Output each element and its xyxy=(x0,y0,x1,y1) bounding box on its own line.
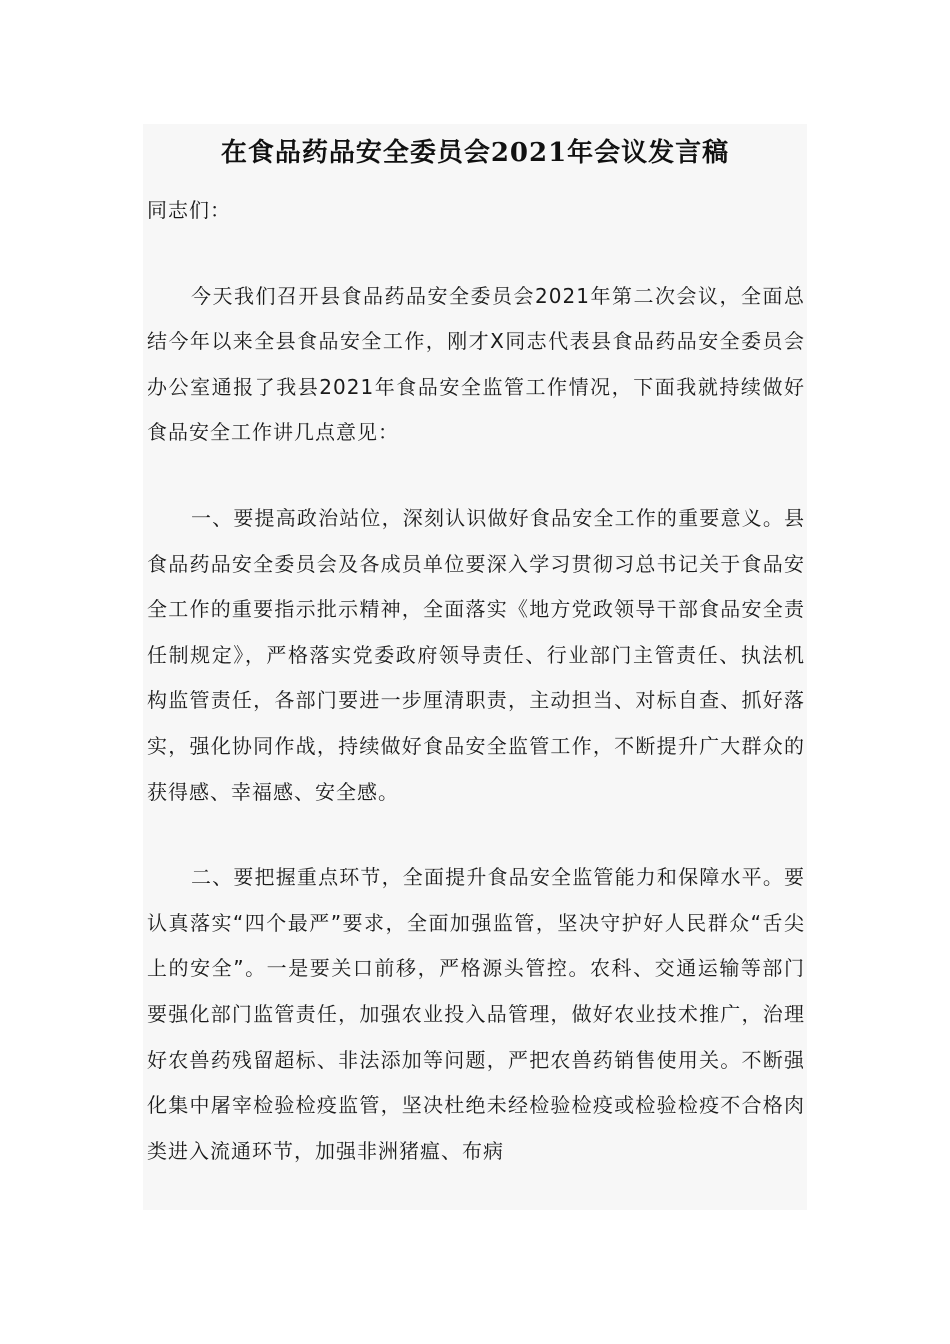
paragraph-point-two: 二、要把握重点环节，全面提升食品安全监管能力和保障水平。要认真落实“四个最严”要求，全面加强监管，坚决守护好人民群众“舌尖上的安全”。一是要关口前移，严格源头管控。农科、交通运输等部门要强化部门监管责任，加强农业投入品管理，做好农业技术推广，治理好农兽药残留超标、非法添加等问题，严把农兽药销售使用关。不断强化集中屠宰检验检疫监管，坚决杜绝未经检验检疫或检验检疫不合格肉类进入流通环节，加强非洲猪瘟、布病 xyxy=(147,865,805,1163)
paragraph-point-one: 一、要提高政治站位，深刻认识做好食品安全工作的重要意义。县食品药品安全委员会及各成员单位要深入学习贯彻习总书记关于食品安全工作的重要指示批示精神，全面落实《地方党政领导干部食品安全责任制规定》，严格落实党委政府领导责任、行业部门主管责任、执法机构监管责任，各部门要进一步厘清职责，主动担当、对标自查、抓好落实，强化协同作战，持续做好食品安全监管工作，不断提升广大群众的获得感、幸福感、安全感。 xyxy=(147,505,805,804)
paragraph-intro: 今天我们召开县食品药品安全委员会2021年第二次会议，全面总结今年以来全县食品安全工作，刚才X同志代表县食品药品安全委员会办公室通报了我县2021年食品安全监管工作情况，下面我就持续做好食品安全工作讲几点意见： xyxy=(147,283,805,445)
document-title: 在食品药品安全委员会2021年会议发言稿 xyxy=(220,138,730,168)
salutation: 同志们： xyxy=(147,198,231,222)
document-body xyxy=(143,188,807,1174)
document-page xyxy=(143,124,807,1210)
